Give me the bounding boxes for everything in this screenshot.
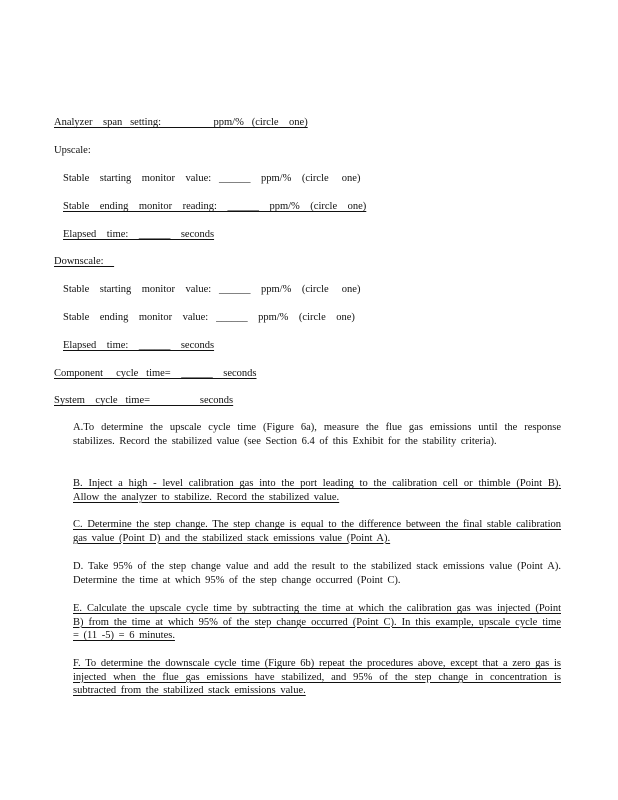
paragraph-a: A.To determine the upscale cycle time (Figure 6a), measure the flue gas emissions until the response stabilizes. Record the stabilized value (see Section 6.4 of this Exhibit for the stability criteria). — [73, 422, 561, 447]
downscale-elapsed-line: Elapsed time: ______ seconds — [63, 340, 215, 351]
paragraph-b: B. Inject a high - level calibration gas into the port leading to the calibration cell or thimble (Point B). Allow the analyzer to stabilize. Record the stabilized value. — [73, 478, 561, 503]
system-cycle-line: System cycle time= seconds — [54, 395, 234, 406]
downscale-stable-start-line: Stable starting monitor value: ______ ppm/% (circle one) — [63, 284, 361, 295]
upscale-heading: Upscale: — [54, 145, 91, 156]
paragraph-d: D. Take 95% of the step change value and add the result to the stabilized stack emissions value (Point A). Determine the time at which 95% of the step change occurred (Point C). — [73, 561, 561, 586]
downscale-heading: Downscale: — [54, 256, 115, 267]
upscale-stable-start-line: Stable starting monitor value: ______ ppm/% (circle one) — [63, 173, 361, 184]
downscale-stable-end-line: Stable ending monitor value: ______ ppm/% (circle one) — [63, 312, 355, 323]
paragraph-e: E. Calculate the upscale cycle time by subtracting the time at which the calibration gas was injected (Point B) from the time at which 95% of the step change occurred (Point C). In this example, upscale cycle time = (11 -5) = 6 minutes. — [73, 603, 561, 642]
paragraph-c: C. Determine the step change. The step change is equal to the difference between the final stable calibration gas value (Point D) and the stabilized stack emissions value (Point A). — [73, 519, 561, 544]
upscale-stable-end-line: Stable ending monitor reading: ______ ppm/% (circle one) — [63, 201, 367, 212]
upscale-elapsed-line: Elapsed time: ______ seconds — [63, 229, 215, 240]
component-cycle-line: Component cycle time= ______ seconds — [54, 368, 257, 379]
paragraph-f: F. To determine the downscale cycle time (Figure 6b) repeat the procedures above, except that a zero gas is injected when the flue gas emissions have stabilized, and 95% of the step change in concentration is subtracted from the stabilized stack emissions value. — [73, 658, 561, 697]
span-setting-line: Analyzer span setting: ppm/% (circle one) — [54, 117, 308, 128]
